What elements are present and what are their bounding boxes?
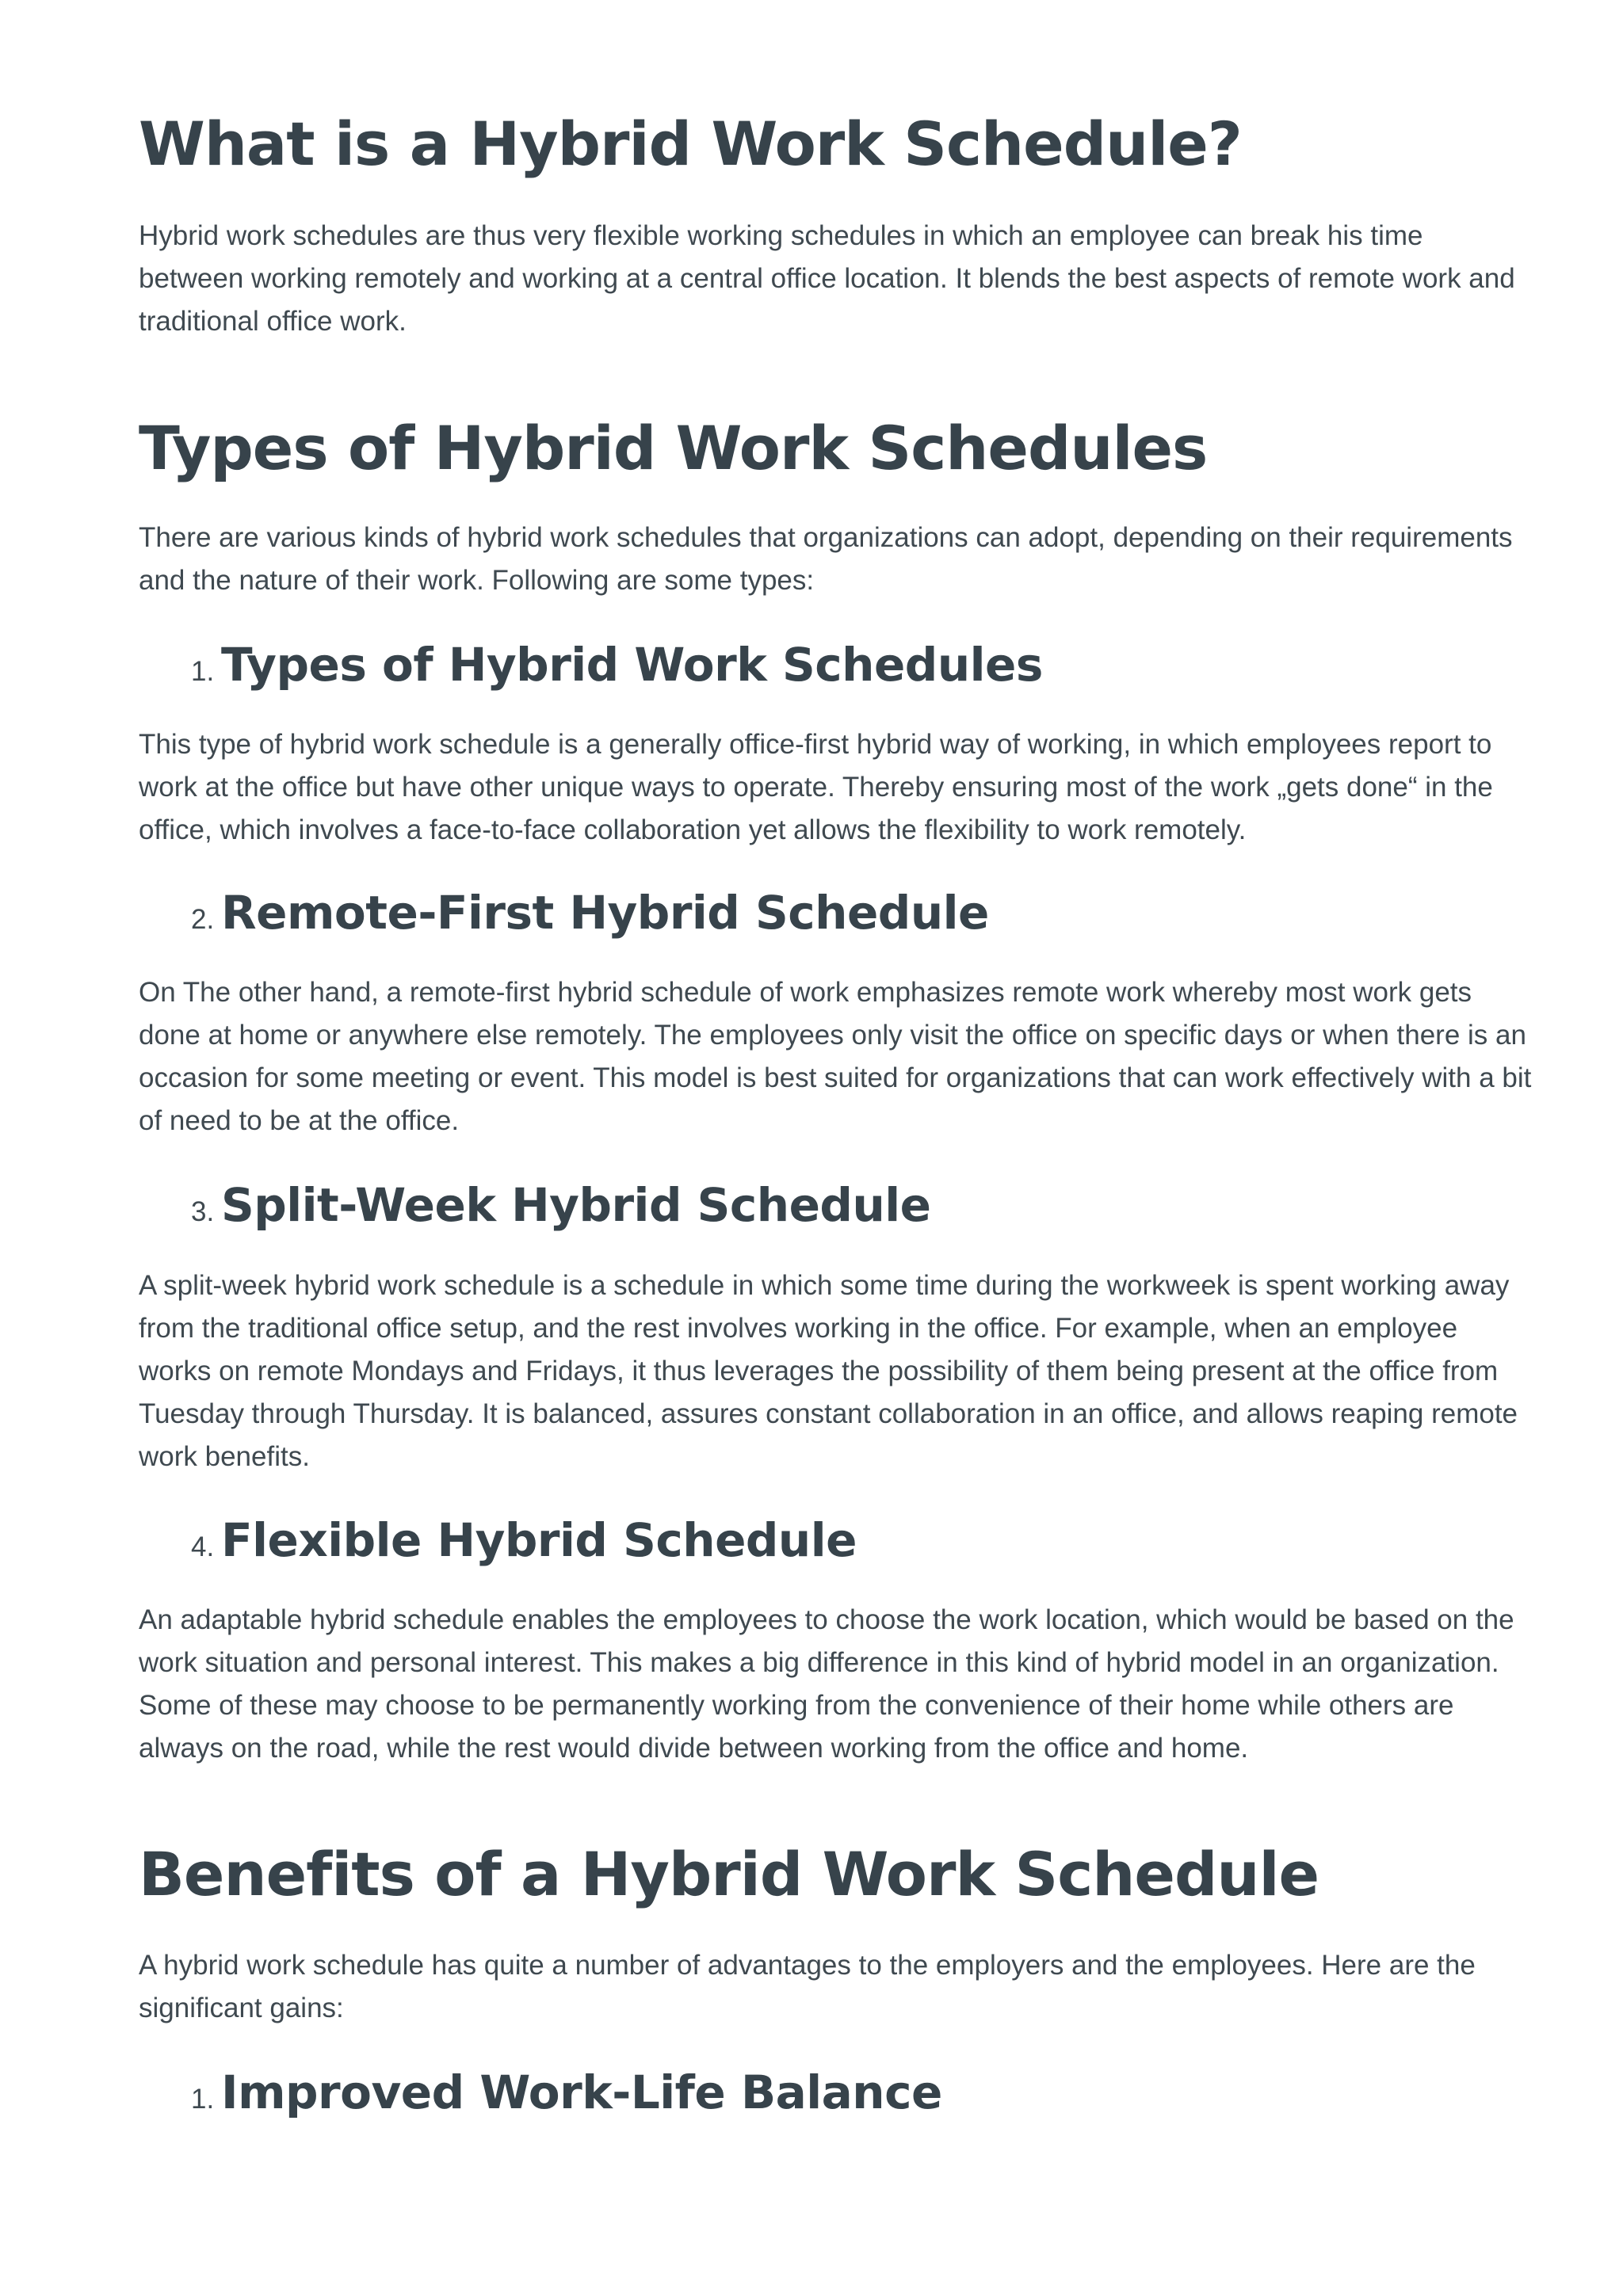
benefit-heading-1 xyxy=(139,2063,942,2122)
type-heading-1 xyxy=(139,635,1043,694)
section-heading-what-is: What is a Hybrid Work Schedule? xyxy=(139,109,1242,179)
section-heading-types: Types of Hybrid Work Schedules xyxy=(139,413,1208,483)
list-number: 1. xyxy=(191,656,215,687)
list-heading-title: Split-Week Hybrid Schedule xyxy=(221,1178,931,1232)
types-intro-paragraph: There are various kinds of hybrid work schedules that organizations can adopt, depending on their requirements and the nature of their work. Following are some types: xyxy=(139,522,1513,596)
intro-paragraph: Hybrid work schedules are thus very flexible working schedules in which an employee can break his time between working remotely and working at a central office location. It blends the best aspects of remote work and traditional office work. xyxy=(139,220,1515,337)
type-4-paragraph: An adaptable hybrid schedule enables the employees to choose the work location, which would be based on the work situation and personal interest. This makes a big difference in this kind of hybrid model in an organization. Some of these may choose to be permanently working from the convenience of their home while others are always on the road, while the rest would divide between working from the office and home. xyxy=(139,1604,1514,1764)
benefits-intro-paragraph: A hybrid work schedule has quite a number of advantages to the employers and the employees. Here are the significant gains: xyxy=(139,1950,1476,2023)
list-heading-title: Remote-First Hybrid Schedule xyxy=(221,886,989,940)
list-heading-title: Types of Hybrid Work Schedules xyxy=(221,638,1043,692)
list-heading-title: Flexible Hybrid Schedule xyxy=(221,1513,857,1567)
type-2-paragraph: On The other hand, a remote-first hybrid schedule of work emphasizes remote work whereby most work gets done at home or anywhere else remotely. The employees only visit the office on specific days or when there is an occasion for some meeting or event. This model is best suited for organizations that can work effectively with a bit of need to be at the office. xyxy=(139,977,1532,1136)
type-heading-2 xyxy=(139,883,989,942)
type-1-paragraph: This type of hybrid work schedule is a generally office-first hybrid way of working, in which employees report to work at the office but have other unique ways to operate. Thereby ensuring most of the work „gets done“ in the office, which involves a face-to-face collaboration yet allows the flexibility to work remotely. xyxy=(139,729,1493,845)
list-number: 1. xyxy=(191,2084,215,2115)
list-number: 2. xyxy=(191,904,215,935)
list-number: 3. xyxy=(191,1196,215,1227)
list-number: 4. xyxy=(191,1531,215,1562)
section-heading-benefits: Benefits of a Hybrid Work Schedule xyxy=(139,1839,1319,1909)
type-3-paragraph: A split-week hybrid work schedule is a schedule in which some time during the workweek is spent working away from the traditional office setup, and the rest involves working in the office. For example, when an employee works on remote Mondays and Fridays, it thus leverages the possibility of them being present at the office from Tuesday through Thursday. It is balanced, assures constant collaboration in an office, and allows reaping remote work benefits. xyxy=(139,1270,1518,1472)
type-heading-4 xyxy=(139,1511,857,1569)
list-heading-title: Improved Work-Life Balance xyxy=(221,2065,942,2119)
type-heading-3 xyxy=(139,1176,930,1234)
